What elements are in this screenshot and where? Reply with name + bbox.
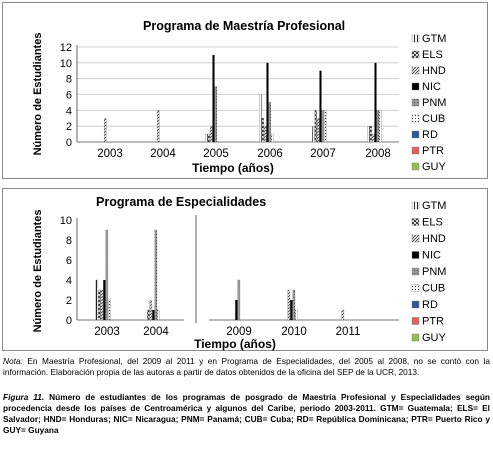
y-tick-label: 2	[65, 295, 72, 307]
legend-swatch-guy	[412, 163, 419, 170]
x-tick-label: 2011	[335, 326, 361, 338]
legend-swatch-pnm	[412, 99, 419, 106]
bar-nic-2006	[266, 63, 268, 142]
bar-hnd-2003	[101, 290, 103, 320]
bar-nic-2007	[319, 71, 321, 142]
bar-els-2003	[98, 290, 100, 320]
bar-els-2005	[208, 134, 210, 142]
legend-swatch-gtm	[412, 202, 419, 209]
x-tick-label: 2005	[203, 148, 229, 160]
legend-label-rd: RD	[422, 129, 438, 141]
bar-hnd-2008	[372, 134, 374, 142]
legend-label-nic: NIC	[422, 249, 441, 262]
bar-els-2008	[370, 126, 372, 142]
legend-label-guy: GUY	[422, 332, 446, 344]
y-tick-label: 6	[65, 255, 72, 267]
y-tick-label: 8	[65, 73, 72, 86]
bar-hnd-2004	[150, 300, 152, 320]
legend-label-rd: RD	[422, 299, 438, 311]
y-axis-label: Número de Estudiantes	[32, 209, 44, 333]
x-tick-label: 2009	[226, 326, 252, 338]
bar-cub-2008	[379, 110, 381, 142]
y-tick-label: 4	[65, 275, 72, 287]
bar-hnd-2011	[342, 310, 344, 320]
x-axis-label: Tiempo (años)	[194, 337, 276, 351]
y-tick-label: 10	[59, 57, 72, 70]
bar-cub-2006	[271, 134, 273, 142]
x-tick-label: 2003	[94, 326, 120, 338]
chart-title: Programa de Maestría Profesional	[143, 19, 346, 33]
caption-label: Figura 11.	[3, 392, 45, 402]
x-tick-label: 2010	[281, 326, 307, 338]
y-axis-label: Número de Estudiantes	[32, 32, 44, 156]
bar-hnd-2003	[104, 118, 106, 142]
bar-els-2007	[315, 110, 317, 142]
bar-nic-2009	[235, 300, 237, 320]
legend-swatch-hnd	[412, 235, 419, 242]
y-tick-label: 4	[65, 105, 72, 118]
bar-pnm-2005	[215, 87, 217, 142]
x-tick-label: 2008	[365, 148, 391, 160]
x-tick-label: 2003	[97, 148, 123, 160]
legend-swatch-nic	[412, 83, 419, 90]
note-label: Nota:	[3, 356, 23, 366]
bar-nic-2004	[152, 310, 154, 320]
y-tick-label: 0	[65, 137, 72, 149]
legend-swatch-rd	[412, 131, 419, 138]
bar-gtm-2005	[205, 134, 207, 142]
legend-swatch-gtm	[412, 35, 419, 42]
legend-label-pnm: PNM	[422, 266, 447, 278]
bar-gtm-2008	[367, 126, 369, 142]
legend-swatch-pnm	[412, 268, 419, 275]
legend-swatch-nic	[412, 252, 419, 259]
bar-pnm-2008	[377, 110, 379, 142]
x-tick-label: 2004	[143, 326, 169, 338]
chart-note	[3, 356, 490, 378]
legend-swatch-els	[412, 51, 419, 58]
bar-cub-2007	[324, 110, 326, 142]
legend-label-els: ELS	[422, 49, 443, 61]
x-tick-label: 2007	[310, 148, 336, 160]
bar-pnm-2004	[155, 230, 157, 320]
legend-label-hnd: HND	[422, 233, 446, 245]
x-tick-label: 2004	[150, 148, 176, 160]
especialidades-chart-panel	[2, 188, 488, 351]
legend-label-gtm: GTM	[422, 33, 447, 45]
bar-pnm-2009	[238, 280, 240, 320]
x-axis-label: Tiempo (años)	[192, 161, 274, 175]
bar-hnd-2007	[317, 118, 319, 142]
legend-label-ptr: PTR	[422, 315, 444, 328]
legend-swatch-rd	[412, 301, 419, 308]
legend-label-hnd: HND	[422, 65, 446, 77]
legend-label-cub: CUB	[422, 282, 446, 295]
maestria-chart-panel	[2, 2, 488, 179]
legend-label-ptr: PTR	[422, 145, 444, 157]
especialidades-chart	[3, 189, 489, 352]
bar-els-2004	[147, 310, 149, 320]
y-tick-label: 6	[65, 89, 72, 102]
legend-label-nic: NIC	[422, 81, 441, 93]
legend-label-gtm: GTM	[422, 200, 447, 212]
legend-swatch-ptr	[412, 147, 419, 154]
legend-label-els: ELS	[422, 216, 443, 229]
bar-cub-2003	[108, 300, 110, 320]
bar-hnd-2006	[264, 126, 266, 142]
bar-pnm-2010	[293, 290, 295, 320]
y-tick-label: 0	[65, 315, 72, 327]
bar-nic-2003	[103, 280, 105, 320]
y-tick-label: 12	[59, 42, 72, 54]
y-tick-label: 8	[65, 235, 72, 247]
bar-gtm-2006	[259, 95, 261, 143]
bar-cub-2004	[157, 310, 159, 320]
bar-hnd-2010	[288, 290, 290, 320]
legend-swatch-els	[412, 219, 419, 226]
chart-title: Programa de Especialidades	[96, 195, 267, 209]
legend-swatch-guy	[412, 334, 419, 341]
y-tick-label: 2	[65, 121, 72, 134]
legend-label-pnm: PNM	[422, 97, 447, 109]
bar-nic-2008	[374, 63, 376, 142]
bar-gtm-2003	[96, 280, 98, 320]
bar-els-2006	[262, 118, 264, 142]
bar-pnm-2007	[322, 110, 324, 142]
bar-cub-2010	[295, 310, 297, 320]
bar-pnm-2003	[106, 230, 108, 320]
bar-pnm-2006	[269, 102, 271, 142]
legend-label-guy: GUY	[422, 161, 446, 173]
bar-nic-2005	[212, 55, 214, 142]
legend-label-cub: CUB	[422, 113, 446, 125]
x-tick-label: 2006	[257, 148, 283, 160]
y-tick-label: 10	[59, 215, 72, 227]
note-text: En Maestría Profesional, del 2009 al 2011 y en Programa de Especialidades, del 2005 al 2008, no se contó con la información. Elaboración propia de las autoras a partir de datos obtenidos de la oficina del SEP de la UCR, 2013.	[3, 356, 490, 377]
bar-hnd-2005	[210, 126, 212, 142]
bar-nic-2010	[290, 300, 292, 320]
bar-gtm-2007	[312, 126, 314, 142]
bar-hnd-2004	[157, 110, 159, 142]
figure-caption	[3, 392, 490, 436]
legend-swatch-hnd	[412, 67, 419, 74]
caption-text: Número de estudiantes de los programas de posgrado de Maestría Profesional y Especialidades según procedencia desde los países de Centroamérica y algunos del Caribe, periodo 2003-2011. GTM= Guatemala; ELS= El Salvador; HND= Honduras; NIC= Nicaragua; PNM= Panamá; CUB= Cuba; RD= República Dominicana; PTR= Puerto Rico y GUY= Guyana	[3, 392, 491, 435]
legend-swatch-ptr	[412, 318, 419, 325]
legend-swatch-cub	[412, 285, 419, 292]
maestria-chart	[3, 3, 489, 180]
legend-swatch-cub	[412, 115, 419, 122]
